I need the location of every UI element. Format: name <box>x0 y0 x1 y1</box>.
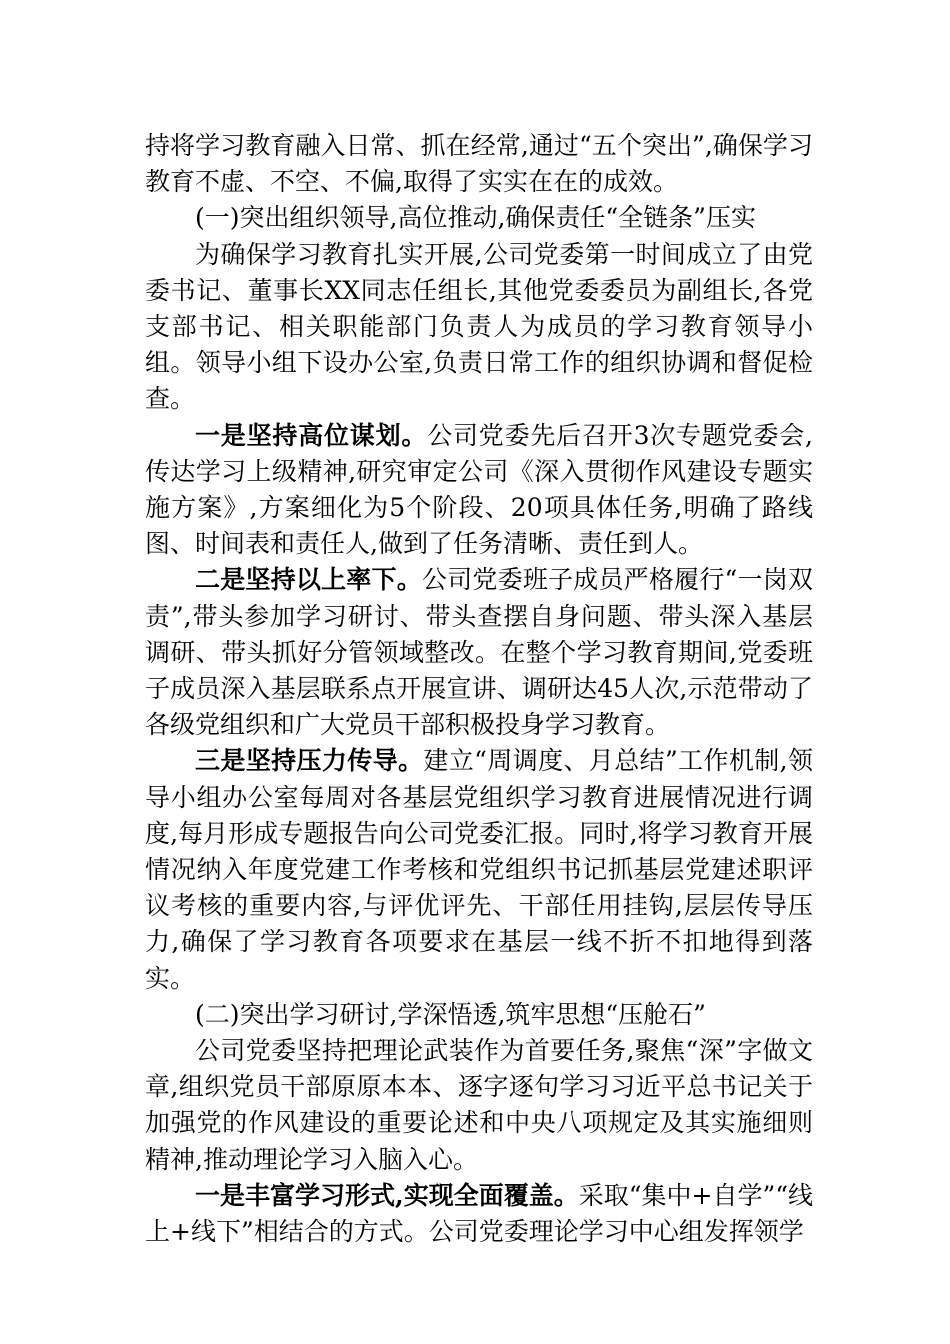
section-heading-2 <box>145 997 813 1033</box>
paragraph-lead-by-example <box>145 562 813 743</box>
section-heading-text: (一)突出组织领导,高位推动,确保责任“全链条”压实 <box>195 203 756 233</box>
paragraph-text: 公司党委班子成员严格履行“一岗双责”,带头参加学习研讨、带头查摆自身问题、带头深入基层调研、带头抓好分管领域整改。在整个学习教育期间,党委班子成员深入基层联系点开展宣讲、调研达45人次,示范带动了各级党组织和广大党员干部积极投身学习教育。 <box>145 565 813 740</box>
paragraph-study-forms <box>145 1178 813 1250</box>
paragraph-pressure-transmission <box>145 743 813 996</box>
paragraph-text: 公司党委坚持把理论武装作为首要任务,聚焦“深”字做文章,组织党员干部原原本本、逐字逐句学习习近平总书记关于加强党的作风建设的重要论述和中央八项规定及其实施细则精神,推动理论学习入脑入心。 <box>145 1036 813 1174</box>
paragraph-lead-bold: 二是坚持以上率下。 <box>195 565 422 595</box>
paragraph-lead-bold: 一是丰富学习形式,实现全面覆盖。 <box>195 1180 579 1210</box>
paragraph-lead-bold: 三是坚持压力传导。 <box>195 746 424 776</box>
paragraph-high-level-planning <box>145 418 813 563</box>
paragraph-leadership-group <box>145 237 813 418</box>
paragraph-text: 建立“周调度、月总结”工作机制,领导小组办公室每周对各基层党组织学习教育进展情况进行调度,每月形成专题报告向公司党委汇报。同时,将学习教育开展情况纳入年度党建工作考核和党组织书记抓基层党建述职评议考核的重要内容,与评优评先、干部任用挂钩,层层传导压力,确保了学习教育各项要求在基层一线不折不扣地得到落实。 <box>145 746 813 993</box>
section-heading-1 <box>145 200 813 236</box>
document-body <box>145 128 813 1250</box>
paragraph-text: 公司党委先后召开3次专题党委会,传达学习上级精神,研究审定公司《深入贯彻作风建设专题实施方案》,方案细化为5个阶段、20项具体任务,明确了路线图、时间表和责任人,做到了任务清晰、责任到人。 <box>145 420 813 559</box>
section-heading-text: (二)突出学习研讨,学深悟透,筑牢思想“压舱石” <box>195 999 706 1029</box>
paragraph-lead-bold: 一是坚持高位谋划。 <box>195 420 428 450</box>
paragraph-text: 为确保学习教育扎实开展,公司党委第一时间成立了由党委书记、董事长XX同志任组长,其他党委委员为副组长,各党支部书记、相关职能部门负责人为成员的学习教育领导小组。领导小组下设办公室,负责日常工作的组织协调和督促检查。 <box>145 239 813 414</box>
paragraph-text: 采取“集中+自学”“线上+线下”相结合的方式。公司党委理论学习中心组发挥领学 <box>145 1180 814 1247</box>
paragraph-theory-study <box>145 1033 813 1178</box>
paragraph-intro-continuation <box>145 128 813 200</box>
paragraph-text: 持将学习教育融入日常、抓在经常,通过“五个突出”,确保学习教育不虚、不空、不偏,取得了实实在在的成效。 <box>145 131 813 197</box>
